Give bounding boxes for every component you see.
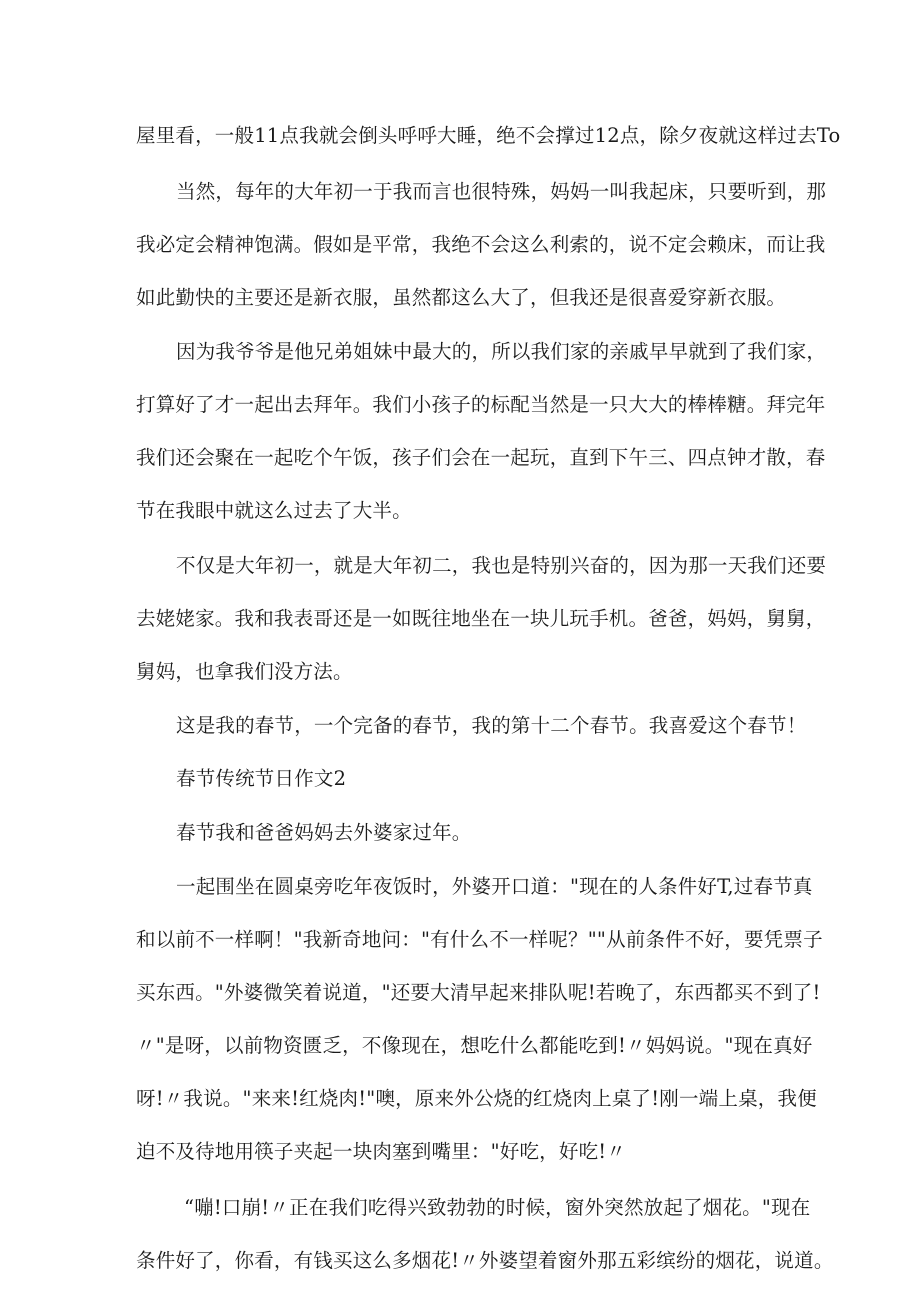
text-line: “嘣!口崩!〃正在我们吃得兴致勃勃的时候，窗外突然放起了烟花。"现在 xyxy=(184,1196,811,1219)
section-heading: 春节传统节日作文2 xyxy=(176,767,347,790)
text-line: 我必定会精神饱满。假如是平常，我绝不会这么利索的，说不定会赖床，而让我 xyxy=(136,233,826,256)
text-line: 我们还会聚在一起吃个午饭，孩子们会在一起玩，直到下午三、四点钟才散，春 xyxy=(136,446,826,469)
text-line: 屋里看，一般11点我就会倒头呼呼大睡，绝不会撑过12点，除夕夜就这样过去To xyxy=(136,124,841,147)
text-line: 去姥姥家。我和我表哥还是一如既往地坐在一块儿玩手机。爸爸，妈妈，舅舅， xyxy=(136,607,826,630)
text-line: 舅妈，也拿我们没方法。 xyxy=(136,660,353,683)
text-line: 春节我和爸爸妈妈去外婆家过年。 xyxy=(176,821,472,844)
text-line: 打算好了才一起出去拜年。我们小孩子的标配当然是一只大大的棒棒糖。拜完年 xyxy=(136,393,826,416)
text-line: 这是我的春节，一个完备的春节，我的第十二个春节。我喜爱这个春节！ xyxy=(176,714,807,737)
text-line: 节在我眼中就这么过去了大半。 xyxy=(136,499,412,522)
text-line: 不仅是大年初一，就是大年初二，我也是特别兴奋的，因为那一天我们还要 xyxy=(176,554,827,577)
text-line: 如此勤快的主要还是新衣服，虽然都这么大了，但我还是很喜爱穿新衣服。 xyxy=(136,286,787,309)
text-line: 一起围坐在圆桌旁吃年夜饭时，外婆开口道："现在的人条件好T,过春节真 xyxy=(176,875,813,898)
text-line: 和以前不一样啊！"我新奇地问："有什么不一样呢？""从前条件不好，要凭票子 xyxy=(136,928,823,951)
text-line: 条件好了，你看，有钱买这么多烟花!〃外婆望着窗外那五彩缤纷的烟花，说道。 xyxy=(136,1249,834,1272)
text-line: 〃"是呀，以前物资匮乏，不像现在，想吃什么都能吃到!〃妈妈说。"现在真好 xyxy=(136,1034,813,1057)
text-line: 呀!〃我说。"来来!红烧肉!"噢，原来外公烧的红烧肉上桌了!刚一端上桌，我便 xyxy=(136,1087,817,1110)
text-line: 当然，每年的大年初一于我而言也很特殊，妈妈一叫我起床，只要听到，那 xyxy=(176,180,827,203)
text-line: 因为我爷爷是他兄弟姐妹中最大的，所以我们家的亲戚早早就到了我们家， xyxy=(176,340,827,363)
text-line: 买东西。"外婆微笑着说道，"还要大清早起来排队呢!若晚了，东西都买不到了! xyxy=(136,981,821,1004)
text-line: 迫不及待地用筷子夹起一块肉塞到嘴里："好吃，好吃!〃 xyxy=(136,1140,627,1163)
